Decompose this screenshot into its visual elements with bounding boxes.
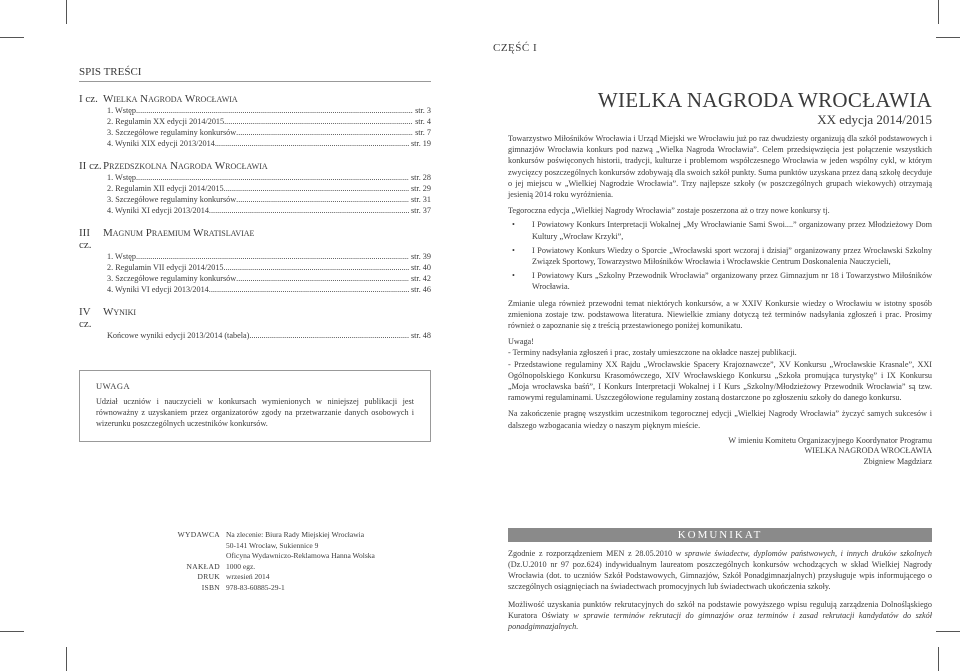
toc-entry-page: str. 7 <box>415 128 431 137</box>
crop-mark <box>936 37 960 38</box>
toc-section <box>79 306 431 341</box>
toc-sections <box>79 93 431 341</box>
imprint-value: 978-83-60885-29-1 <box>226 582 285 592</box>
leader-dots <box>224 183 409 194</box>
toc-section-number: IV cz. <box>79 306 92 330</box>
imprint-key: ISBN <box>201 582 220 592</box>
toc-entry-label: 1. Wstęp <box>107 173 136 182</box>
paragraph: - Terminy nadsyłania zgłoszeń i prac, zostały umieszczone na okładce naszej publikacji. <box>508 348 797 358</box>
bullet-icon: • <box>512 245 515 255</box>
paragraph: Tegoroczna edycja „Wielkiej Nagrody Wrocławia” zostaje poszerzona aż o trzy nowe konkursy tj. <box>508 206 830 216</box>
toc-entry[interactable] <box>107 330 431 341</box>
toc-entry-page: str. 40 <box>410 263 431 272</box>
signature-line: W imieniu Komitetu Organizacyjnego Koordynator Programu <box>728 435 932 445</box>
toc-section-title: Wyniki <box>103 306 137 318</box>
leader-dots <box>136 172 409 183</box>
paragraph <box>508 599 932 632</box>
imprint-key: NAKŁAD <box>186 561 220 571</box>
text: Możliwość uzyskania punktów rekrutacyjnych do szkół na podstawie powyższego wpisu regulują zarządzenia Dolnośląskiego Kuratora Oświaty <box>508 600 932 620</box>
toc-entry[interactable] <box>107 138 431 149</box>
imprint <box>155 530 375 593</box>
leader-dots <box>136 251 409 262</box>
imprint-value: 1000 egz. <box>226 561 256 571</box>
toc-entry-page: str. 29 <box>410 184 431 193</box>
toc-entry[interactable] <box>107 273 431 284</box>
leader-dots <box>236 127 413 138</box>
part-label: CZĘŚĆ I <box>493 42 538 54</box>
notice-text: Udział uczniów i nauczycieli w konkursach wymienionych w niniejszej publikacji jest równoważny z uzyskaniem przez organizatorów zgody na przetwarzanie danych osobowych i wizerunku poszczególnych uczestników konkursów. <box>96 397 414 428</box>
toc-entry-page: str. 42 <box>410 274 431 283</box>
text: Zgodnie z rozporządzeniem MEN z 28.05.2010 <box>508 549 676 558</box>
toc-entry[interactable] <box>107 262 431 273</box>
leader-dots <box>236 194 409 205</box>
toc-entry[interactable] <box>107 205 431 216</box>
crop-mark <box>936 631 960 632</box>
crop-mark <box>938 647 939 671</box>
toc-title: SPIS TREŚCI <box>79 66 431 82</box>
imprint-key: WYDAWCA <box>177 530 220 539</box>
signature-line: Zbigniew Magdziarz <box>863 456 932 466</box>
toc-entry-label: 1. Wstęp <box>107 106 136 115</box>
toc-section-title: Przedszkolna Nagroda Wrocławia <box>103 160 268 172</box>
toc-section-number: III cz. <box>79 227 92 251</box>
toc-section-number: II cz. <box>79 160 102 172</box>
toc-entry[interactable] <box>107 116 431 127</box>
imprint-key <box>155 551 220 562</box>
bullet-text: I Powiatowy Konkurs Wiedzy o Sporcie „Wrocławski sport wczoraj i dzisiaj” organizowany przez Wrocławski Szkolny Związek Sportowy, Towarzystwo Miłośników Wrocławia i Wrocławskie Centrum Doskonalenia Nauczycieli, <box>532 245 932 267</box>
leader-dots <box>236 273 409 284</box>
toc-entry-label: 4. Wyniki XI edycji 2013/2014 <box>107 206 209 215</box>
toc-entry-page: str. 28 <box>410 173 431 182</box>
bullet-item <box>508 219 932 241</box>
toc-entry[interactable] <box>107 183 431 194</box>
table-of-contents <box>79 66 431 341</box>
imprint-value: 50-141 Wrocław, Sukiennice 9 <box>226 540 319 550</box>
announcement-header: KOMUNIKAT <box>508 528 932 542</box>
crop-mark <box>66 647 67 671</box>
toc-entry[interactable] <box>107 127 431 138</box>
bullet-list <box>508 219 932 292</box>
bullet-text: I Powiatowy Kurs „Szkolny Przewodnik Wrocławia” organizowany przez Gimnazjum nr 18 i Towarzystwo Miłośników Wrocławia. <box>532 271 932 292</box>
toc-section-title: Wielka Nagroda Wrocławia <box>103 93 238 105</box>
imprint-value: Oficyna Wydawniczo-Reklamowa Hanna Wolska <box>226 551 375 560</box>
toc-entry[interactable] <box>107 194 431 205</box>
page-title: WIELKA NAGRODA WROCŁAWIA <box>597 88 932 112</box>
leader-dots <box>224 116 413 127</box>
toc-entry-label: 2. Regulamin VII edycji 2014/2015 <box>107 263 224 272</box>
toc-entry-page: str. 48 <box>410 331 431 340</box>
notice-box <box>79 370 431 442</box>
bullet-text: I Powiatowy Konkurs Interpretacji Wokalnej „My Wrocławianie Sami Swoi....” organizowany przez Młodzieżowy Dom Kultury „Wrocław Krzyki”, <box>532 220 932 241</box>
toc-entry-label: 4. Wyniki XIX edycji 2013/2014 <box>107 139 215 148</box>
toc-entry-label: 2. Regulamin XII edycji 2014/2015 <box>107 184 224 193</box>
leader-dots <box>136 105 413 116</box>
paragraph: Towarzystwo Miłośników Wrocławia i Urząd Miejski we Wrocławiu już po raz dwudziesty organizują dla szkół podstawowych i gimnazjów Wrocławia konkurs pod nazwą „Wielka Nagroda Wrocławia”. Celem przedsięwzięcia jest połączenie wszystkich konkursów poświęconych historii, tradycji, kulturze i problemom współczesnego Wrocławia w jeden wspólny cykl, w którym zwycięzcy poszczególnych konkursów zdobywają dla swoich szkół punkty. Suma punktów uzyskana przez daną szkołę decyduje o jej miejscu w „Wielkiej Nagrodzie Wrocławia”. Trzy najlepsze szkoły (w poszczególnych grupach wiekowych) otrzymają jesienią 2014 roku wyróżnienia. <box>508 134 932 200</box>
toc-entry[interactable] <box>107 172 431 183</box>
imprint-key <box>155 541 220 552</box>
toc-entry-page: str. 3 <box>415 106 431 115</box>
paragraph: Na zakończenie pragnę wszystkim uczestnikom tegorocznej edycji „Wielkiej Nagrody Wrocławia” życzyć samych sukcesów i dalszego wzbogacania wiedzy o naszym pięknym mieście. <box>508 409 932 430</box>
paragraph: Uwaga! <box>508 337 534 347</box>
crop-mark <box>0 37 24 38</box>
bullet-item <box>508 270 932 292</box>
leader-dots <box>224 262 409 273</box>
toc-entry-label: Końcowe wyniki edycji 2013/2014 (tabela) <box>107 331 250 340</box>
toc-section <box>79 227 431 295</box>
leader-dots <box>249 330 409 341</box>
toc-entry[interactable] <box>107 284 431 295</box>
bullet-icon: • <box>512 220 515 230</box>
text: (Dz.U.2010 nr 97 poz.624) indywidualnym laureatom poszczególnych konkursów wchodzących w skład Wielkiej Nagrody Wrocławia (dot. to uczniów Szkół Podstawowych, Gimnazjów, Szkół Ponadgimnazjalnych) przysługuje wpis informującego o szczególnych osiągnięciach na świadectwach promocyjnych lub świadectwach ukończenia szkoły. <box>508 560 932 591</box>
toc-section-heading <box>79 306 431 330</box>
toc-entry-page: str. 4 <box>415 117 431 126</box>
text: w sprawie świadectw, dyplomów państwowych, i innych druków szkolnych <box>675 549 932 558</box>
toc-section-heading <box>79 160 431 172</box>
crop-mark <box>66 0 67 24</box>
announcement <box>508 548 932 639</box>
toc-section <box>79 93 431 149</box>
bullet-item <box>508 245 932 267</box>
crop-mark <box>0 631 24 632</box>
toc-section-number: I cz. <box>79 93 98 105</box>
signature-line: WIELKA NAGRODA WROCŁAWIA <box>804 446 932 456</box>
toc-entry-page: str. 31 <box>410 195 431 204</box>
toc-entry-label: 3. Szczegółowe regulaminy konkursów <box>107 274 237 283</box>
imprint-key: DRUK <box>197 572 220 581</box>
leader-dots <box>209 205 409 216</box>
leader-dots <box>215 138 409 149</box>
toc-entry-label: 3. Szczegółowe regulaminy konkursów <box>107 128 237 137</box>
imprint-value: wrzesień 2014 <box>226 572 270 581</box>
toc-entry[interactable] <box>107 105 431 116</box>
toc-section-title: Magnum Praemium Wratislaviae <box>103 227 255 239</box>
toc-entry-label: 4. Wyniki VI edycji 2013/2014 <box>107 285 209 294</box>
toc-entry-page: str. 37 <box>410 206 431 215</box>
notice-title: UWAGA <box>96 381 131 391</box>
toc-section <box>79 160 431 216</box>
toc-entry-label: 3. Szczegółowe regulaminy konkursów <box>107 195 237 204</box>
paragraph: Zmianie ulega również przewodni temat niektórych konkursów, a w XXIV Konkursie wiedzy o Wrocławiu w istotny sposób zmieniona zostaje tzw. podstawowa literatura. Niewielkie zmiany dotyczą też terminów nadsyłania zgłoszeń i prac. Prosimy również o zapoznanie się z treścią przestawionego poniżej komunikatu. <box>508 298 932 331</box>
paragraph <box>508 548 932 592</box>
leader-dots <box>209 284 409 295</box>
intro-article <box>508 88 932 467</box>
toc-entry-label: 2. Regulamin XX edycji 2014/2015 <box>107 117 225 126</box>
toc-entry-page: str. 39 <box>410 252 431 261</box>
bullet-icon: • <box>512 271 515 281</box>
page-subtitle: XX edycja 2014/2015 <box>817 112 932 127</box>
paragraph: - Przedstawione regulaminy XX Rajdu „Wrocławskie Spacery Krajoznawcze”, XV Konkursu „Wrocławskie Krasnale”, XXI Ogólnopolskiego Konkursu Krasomówczego, XIV Wrocławskiego Konkursu „Szkoła promująca turystykę” i IX Konkursu „Moja wrocławska baśń”, I Konkurs Interpretacji Wokalnej i I Kurs „Szkolny/Młodzieżowy Przewodnik Wrocławia” są tzw. ramowymi regulaminami. Uszczegółowione regulaminy zostaną dostarczone po zgłoszeniu szkoły do danego konkursu. <box>508 359 932 403</box>
signature <box>508 436 932 468</box>
toc-section-heading <box>79 227 431 251</box>
crop-mark <box>938 0 939 24</box>
toc-section-heading <box>79 93 431 105</box>
toc-entry-label: 1. Wstęp <box>107 252 136 261</box>
toc-entry[interactable] <box>107 251 431 262</box>
text: w sprawie terminów rekrutacji do gimnazjów oraz terminów i zasad rekrutacji kandydatów do szkół ponadgimnazjalnych. <box>508 611 932 631</box>
toc-entry-page: str. 19 <box>410 139 431 148</box>
toc-entry-page: str. 46 <box>410 285 431 294</box>
imprint-value: Na zlecenie: Biura Rady Miejskiej Wrocławia <box>226 530 365 539</box>
